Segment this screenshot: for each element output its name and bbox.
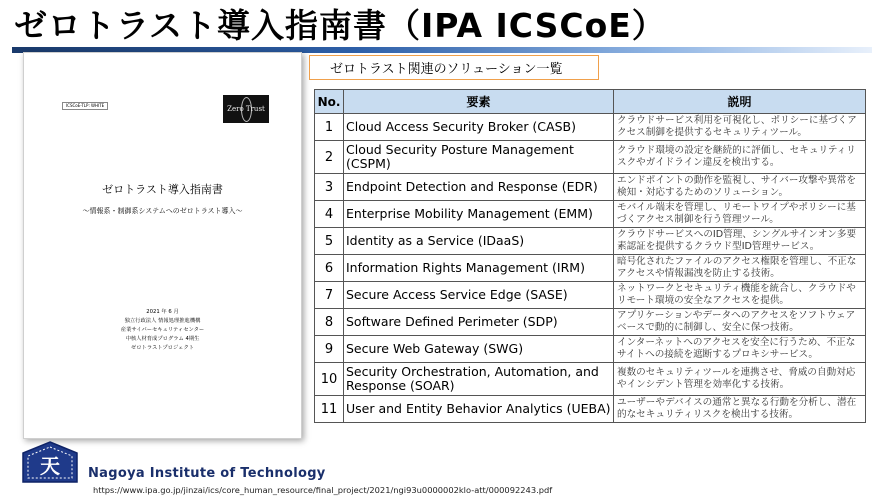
row-element: Cloud Access Security Broker (CASB) bbox=[344, 114, 614, 141]
solution-list-label: ゼロトラスト関連のソリューション一覧 bbox=[309, 55, 599, 80]
institution-name: Nagoya Institute of Technology bbox=[88, 466, 326, 481]
row-element: Endpoint Detection and Response (EDR) bbox=[344, 174, 614, 201]
header-explanation: 説明 bbox=[614, 90, 866, 114]
row-element: User and Entity Behavior Analytics (UEBA) bbox=[344, 396, 614, 423]
row-explanation: ネットワークとセキュリティ機能を統合し、クラウドやリモート環境の安全なアクセスを提供。 bbox=[614, 282, 866, 309]
row-no: 10 bbox=[315, 363, 344, 396]
row-no: 9 bbox=[315, 336, 344, 363]
row-element: Identity as a Service (IDaaS) bbox=[344, 228, 614, 255]
document-info-line: 2021 年 6 月 bbox=[146, 309, 179, 315]
logo-text: Zero Trust bbox=[227, 105, 265, 113]
row-element: Cloud Security Posture Management (CSPM) bbox=[344, 141, 614, 174]
row-no: 8 bbox=[315, 309, 344, 336]
document-classification: ICSCoE-TLP: WHITE bbox=[62, 102, 108, 110]
row-explanation: エンドポイントの動作を監視し、サイバー攻撃や異常を検知・対応するためのソリューション。 bbox=[614, 174, 866, 201]
row-no: 3 bbox=[315, 174, 344, 201]
row-element: Software Defined Perimeter (SDP) bbox=[344, 309, 614, 336]
row-element: Secure Web Gateway (SWG) bbox=[344, 336, 614, 363]
table-row bbox=[315, 174, 866, 201]
table-row bbox=[315, 282, 866, 309]
row-explanation: 暗号化されたファイルのアクセス権限を管理し、不正なアクセスや情報漏洩を防止する技術。 bbox=[614, 255, 866, 282]
row-no: 1 bbox=[315, 114, 344, 141]
row-explanation: アプリケーションやデータへのアクセスをソフトウェアベースで動的に制御し、安全に保つ技術。 bbox=[614, 309, 866, 336]
zero-trust-logo bbox=[223, 95, 269, 123]
table-row bbox=[315, 228, 866, 255]
table-row bbox=[315, 201, 866, 228]
row-explanation: クラウドサービスへのID管理、シングルサインオン多要素認証を提供するクラウド型ID管理サービス。 bbox=[614, 228, 866, 255]
table-row bbox=[315, 114, 866, 141]
table-row bbox=[315, 363, 866, 396]
document-info-line: ゼロトラストプロジェクト bbox=[130, 345, 195, 351]
document-info-line: 産業サイバーセキュリティセンター bbox=[120, 327, 205, 333]
source-url: https://www.ipa.go.jp/jinzai/ics/core_human_resource/final_project/2021/ngi93u0000002klo-att/000092243.pdf bbox=[93, 485, 553, 495]
table-row bbox=[315, 396, 866, 423]
header-no: No. bbox=[315, 90, 344, 114]
table-header-row bbox=[315, 90, 866, 114]
row-no: 2 bbox=[315, 141, 344, 174]
table-row bbox=[315, 309, 866, 336]
nagoya-institute-logo-icon bbox=[19, 440, 81, 484]
document-info-line: 独立行政法人 情報処理推進機構 bbox=[124, 318, 201, 324]
row-element: Enterprise Mobility Management (EMM) bbox=[344, 201, 614, 228]
document-cover-thumbnail bbox=[23, 52, 302, 439]
document-subtitle: ～情報系・制御系システムへのゼロトラスト導入～ bbox=[82, 207, 243, 215]
document-info-line: 中核人材育成プログラム 4期生 bbox=[125, 336, 200, 342]
row-explanation: モバイル端末を管理し、リモートワイプやポリシーに基づくアクセス制御を行う管理ツール。 bbox=[614, 201, 866, 228]
solution-table bbox=[314, 89, 866, 423]
row-explanation: クラウド環境の設定を継続的に評価し、セキュリティリスクやガイドライン違反を検出する。 bbox=[614, 141, 866, 174]
row-element: Information Rights Management (IRM) bbox=[344, 255, 614, 282]
document-info bbox=[24, 308, 301, 353]
row-explanation: インターネットへのアクセスを安全に行うため、不正なサイトへの接続を遮断するプロキシサービス。 bbox=[614, 336, 866, 363]
row-element: Secure Access Service Edge (SASE) bbox=[344, 282, 614, 309]
logo-glyph: 天 bbox=[40, 454, 60, 478]
row-no: 5 bbox=[315, 228, 344, 255]
row-explanation: ユーザーやデバイスの通常と異なる行動を分析し、潜在的なセキュリティリスクを検出する技術。 bbox=[614, 396, 866, 423]
table-row bbox=[315, 255, 866, 282]
header-element: 要素 bbox=[344, 90, 614, 114]
row-explanation: 複数のセキュリティツールを連携させ、脅威の自動対応やインシデント管理を効率化する技術。 bbox=[614, 363, 866, 396]
table-row bbox=[315, 141, 866, 174]
row-no: 7 bbox=[315, 282, 344, 309]
document-title: ゼロトラスト導入指南書 bbox=[102, 183, 223, 196]
row-no: 11 bbox=[315, 396, 344, 423]
row-explanation: クラウドサービス利用を可視化し、ポリシーに基づくアクセス制御を提供するセキュリティツール。 bbox=[614, 114, 866, 141]
row-no: 6 bbox=[315, 255, 344, 282]
row-no: 4 bbox=[315, 201, 344, 228]
slide-title: ゼロトラスト導入指南書（IPA ICSCoE） bbox=[14, 6, 666, 45]
table-row bbox=[315, 336, 866, 363]
row-element: Security Orchestration, Automation, and Response (SOAR) bbox=[344, 363, 614, 396]
